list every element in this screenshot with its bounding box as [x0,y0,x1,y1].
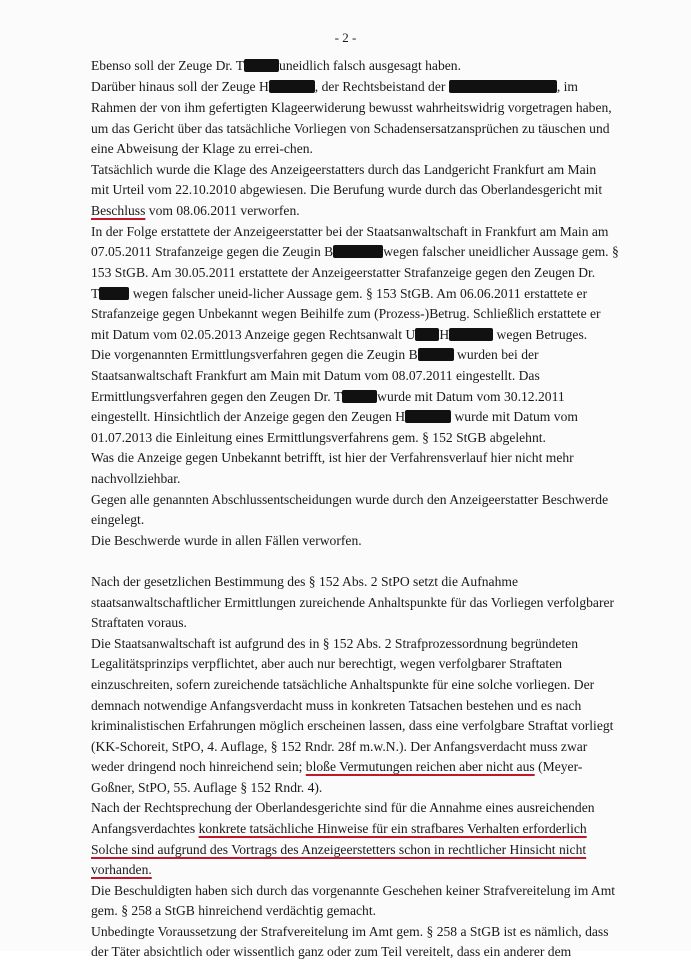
text-segment: weder dringend noch hinreichend sein; [91,759,306,774]
text-line: mit Urteil vom 22.10.2010 abgewiesen. Die Berufung wurde durch das Oberlandesgericht mit [91,182,603,197]
text-segment: Die vorgenannten Ermittlungsverfahren gegen die Zeugin B [91,347,418,362]
redaction-block [342,390,377,403]
text-line: 153 StGB. Am 30.05.2011 erstattete der Anzeigeerstatter Strafanzeige gegen den Zeugen Dr. [91,265,596,280]
text-line: Die Beschuldigten haben sich durch das vorgenannte Geschehen keiner Strafvereitelung im Amt [91,883,616,898]
text-line [91,842,586,858]
text-line: Nach der gesetzlichen Bestimmung des § 152 Abs. 2 StPO setzt die Aufnahme [91,574,518,589]
text-segment: , der Rechtsbeistand der [314,79,446,94]
text-line [91,389,565,405]
text-line: Gegen alle genannten Abschlussentscheidungen wurde durch den Anzeigeerstatter Beschwerde [91,492,609,507]
text-line: kriminalistischen Erfahrungen möglich erscheinen lassen, dass eine verfolgbare Straftat vorliegt [91,718,614,733]
underlined-text: vorhanden. [91,862,152,877]
underlined-text: Solche sind aufgrund des Vortrags des Anzeigeerstetters schon in rechtlicher Hinsicht nicht [91,842,587,857]
underlined-text: bloße Vermutungen reichen aber nicht aus [305,759,535,774]
text-segment: wurde mit Datum vom [451,409,578,424]
text-line: Die Staatsanwaltschaft ist aufgrund des in § 152 Abs. 2 Strafprozessordnung begründeten [91,636,579,651]
text-line: gem. § 258 a StGB hinreichend verdächtig gemacht. [91,903,377,918]
text-line [91,409,578,425]
text-line [91,244,619,260]
redaction-block [269,80,315,93]
text-segment: Ermittlungsverfahren gegen den Zeugen Dr. T [91,389,343,404]
redaction-block [449,328,493,341]
text-segment: H [439,327,450,342]
text-segment: , im [556,79,578,94]
text-segment: 07.05.2011 Strafanzeige gegen die Zeugin B [91,244,334,259]
text-line: Staatsanwaltschaft Frankfurt am Main mit Datum vom 08.07.2011 eingestellt. Das [91,368,540,383]
text-line: nachvollziehbar. [91,471,181,486]
text-line [91,286,587,302]
text-line: In der Folge erstattete der Anzeigeerstatter bei der Staatsanwaltschaft in Frankfurt am Main am [91,224,609,239]
text-line: Goßner, StPO, 55. Auflage § 152 Rndr. 4). [91,780,323,795]
text-segment: wegen Betruges. [493,327,588,342]
underlined-text: Beschluss [91,203,146,218]
text-line: eine Abweisung der Klage zu errei-chen. [91,141,313,156]
text-line: Legalitätsprinzips verpflichtet, aber auch nur berechtigt, wegen verfolgbarer Straftaten [91,656,563,671]
page-number: - 2 - [334,30,357,45]
text-segment: (Meyer- [534,759,583,774]
text-line [91,759,582,775]
text-line: Tatsächlich wurde die Klage des Anzeigeerstatters durch das Landgericht Frankfurt am Main [91,162,597,177]
text-line [91,58,461,74]
text-line: Rahmen der von ihm gefertigten Klageerwiderung bewusst wahrheitswidrig vorgetragen haben, [91,100,612,115]
text-line: der Täter absichtlich oder wissentlich ganz oder zum Teil vereitelt, dass ein anderer dem [91,944,572,959]
text-segment: Ebenso soll der Zeuge Dr. T [91,58,245,73]
text-segment: eingestellt. Hinsichtlich der Anzeige gegen den Zeugen H [91,409,406,424]
redaction-block [449,80,557,93]
underlined-text: konkrete tatsächliche Hinweise für ein strafbares Verhalten erforderlich [198,821,587,836]
text-segment: wegen falscher uneid-licher Aussage gem. § 153 StGB. Am 06.06.2011 erstattete er [129,286,588,301]
text-line: eingelegt. [91,512,145,527]
text-line: Was die Anzeige gegen Unbekannt betrifft, ist hier der Verfahrensverlauf hier nicht mehr [91,450,574,465]
text-line: Nach der Rechtsprechung der Oberlandesgerichte sind für die Annahme eines ausreichenden [91,800,595,815]
text-segment: wurde mit Datum vom 30.12.2011 [377,389,565,404]
text-segment: wegen falscher uneidlicher Aussage gem. § [383,244,619,259]
text-line [91,327,587,343]
text-line [91,347,539,363]
text-line: 01.07.2013 die Einleitung eines Ermittlungsverfahrens gem. § 152 StGB abgelehnt. [91,430,546,445]
text-line: (KK-Schoreit, StPO, 4. Auflage, § 152 Rndr. 28f m.w.N.). Der Anfangsverdacht muss zwar [91,739,588,754]
redaction-block [415,328,439,341]
text-line: Die Beschwerde wurde in allen Fällen verworfen. [91,533,362,548]
text-line: staatsanwaltschaftlicher Ermittlungen zureichende Anhaltspunkte für das Vorliegen verfolgbarer [91,595,615,610]
text-line [91,79,578,95]
text-segment: Darüber hinaus soll der Zeuge H [91,79,269,94]
text-line: Unbedingte Voraussetzung der Strafvereitelung im Amt gem. § 258 a StGB ist es nämlich, dass [91,924,609,939]
text-line [91,862,152,878]
text-segment: uneidlich falsch ausgesagt haben. [279,58,461,73]
text-line: um das Gericht über das tatsächliche Vorliegen von Schadensersatzansprüchen zu täuschen und [91,121,610,136]
text-line: Strafanzeige gegen Unbekannt wegen Beihilfe zum (Prozess-)Betrug. Schließlich erstattete er [91,306,601,321]
text-segment: vom 08.06.2011 verworfen. [145,203,300,218]
text-segment: mit Datum vom 02.05.2013 Anzeige gegen Rechtsanwalt U [91,327,416,342]
text-segment: Anfangsverdachtes [91,821,199,836]
redaction-block [244,59,279,72]
redaction-block [405,410,451,423]
text-segment: T [91,286,100,301]
text-line: Straftaten voraus. [91,615,187,630]
text-segment: wurden bei der [453,347,539,362]
redaction-block [418,348,454,361]
redaction-block [333,245,383,258]
redaction-block [99,287,129,300]
text-line: einzuschreiten, sofern zureichende tatsächliche Anhaltspunkte für eine solche vorliegen. Der [91,677,595,692]
text-line [91,203,300,219]
text-line: demnach notwendige Anfangsverdacht muss in konkreten Tatsachen bestehen und es nach [91,698,582,713]
text-line [91,821,587,837]
